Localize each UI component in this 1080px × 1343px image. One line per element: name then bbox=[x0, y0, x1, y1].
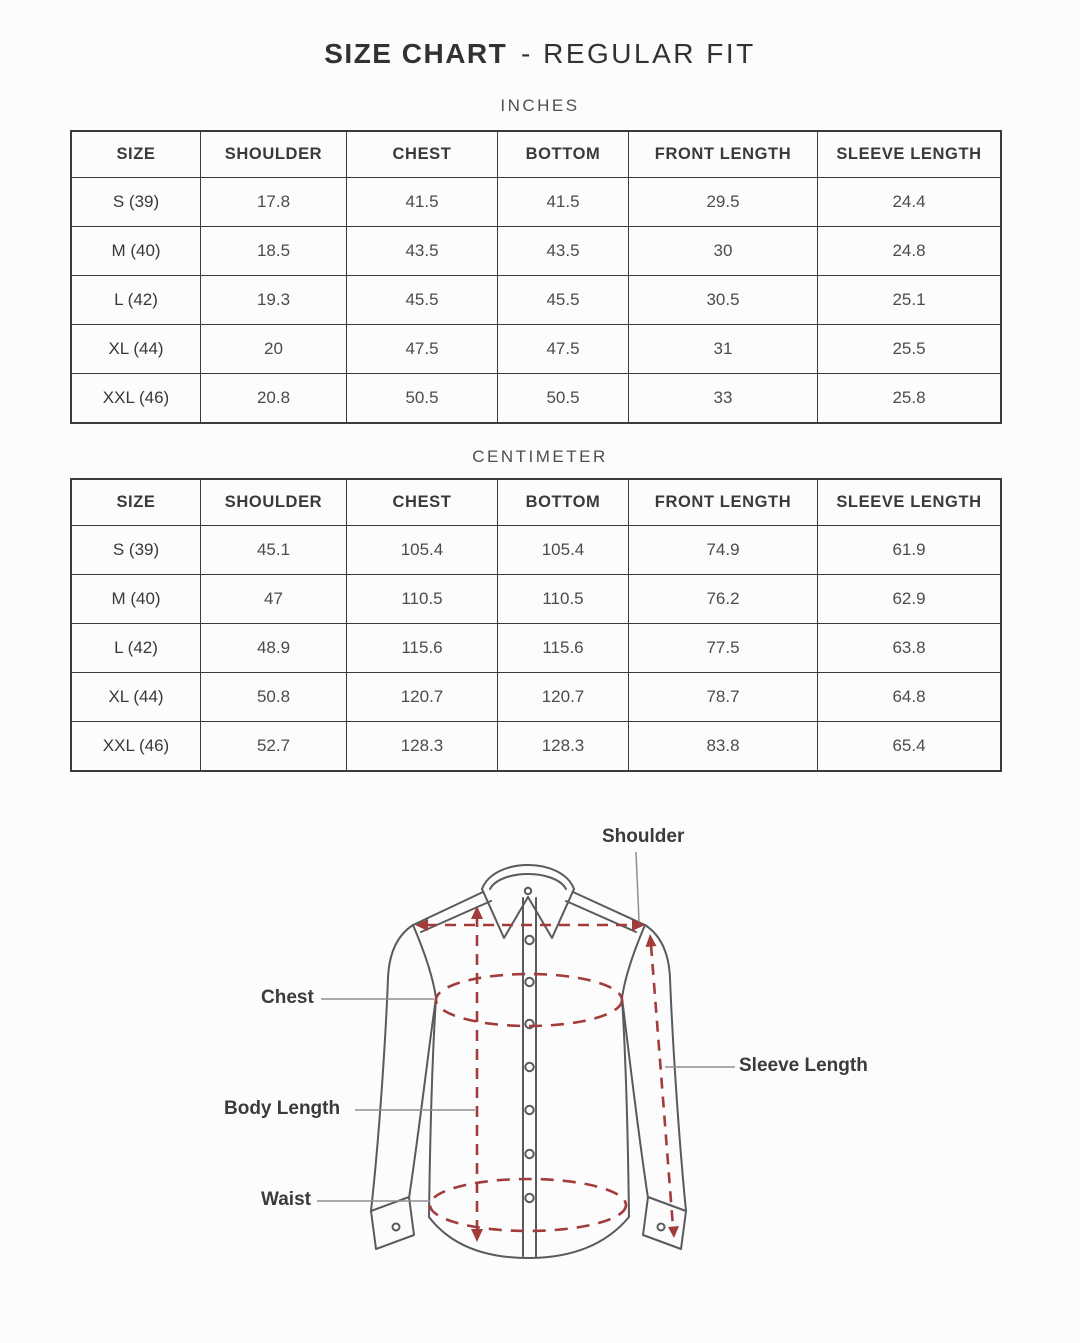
value-cell: 128.3 bbox=[347, 722, 498, 772]
value-cell: 31 bbox=[629, 325, 818, 374]
waist-measure-ellipse bbox=[430, 1179, 626, 1231]
column-header: SIZE bbox=[71, 479, 201, 526]
unit-label-inches: INCHES bbox=[500, 96, 580, 115]
column-header: BOTTOM bbox=[498, 479, 629, 526]
column-header: CHEST bbox=[347, 131, 498, 178]
value-cell: 33 bbox=[629, 374, 818, 424]
size-cell: XL (44) bbox=[71, 325, 201, 374]
size-cell: S (39) bbox=[71, 526, 201, 575]
waist-label: Waist bbox=[261, 1189, 311, 1210]
value-cell: 62.9 bbox=[818, 575, 1002, 624]
shirt-measurement-diagram bbox=[0, 815, 1080, 1343]
column-header: BOTTOM bbox=[498, 131, 629, 178]
value-cell: 47.5 bbox=[498, 325, 629, 374]
table-row bbox=[71, 722, 1001, 772]
body-length-label: Body Length bbox=[224, 1098, 341, 1119]
table-row bbox=[71, 526, 1001, 575]
column-header: SHOULDER bbox=[201, 131, 347, 178]
value-cell: 78.7 bbox=[629, 673, 818, 722]
value-cell: 47.5 bbox=[347, 325, 498, 374]
value-cell: 20.8 bbox=[201, 374, 347, 424]
value-cell: 50.8 bbox=[201, 673, 347, 722]
page-title-primary: SIZE CHART bbox=[324, 38, 508, 69]
value-cell: 17.8 bbox=[201, 178, 347, 227]
table-row bbox=[71, 624, 1001, 673]
value-cell: 120.7 bbox=[498, 673, 629, 722]
unit-label-centimeter: CENTIMETER bbox=[472, 447, 608, 466]
table-row bbox=[71, 276, 1001, 325]
table-row bbox=[71, 575, 1001, 624]
value-cell: 83.8 bbox=[629, 722, 818, 772]
size-cell: L (42) bbox=[71, 276, 201, 325]
value-cell: 105.4 bbox=[347, 526, 498, 575]
value-cell: 52.7 bbox=[201, 722, 347, 772]
value-cell: 65.4 bbox=[818, 722, 1002, 772]
sleeve-length-label: Sleeve Length bbox=[739, 1055, 868, 1076]
value-cell: 110.5 bbox=[347, 575, 498, 624]
column-header: CHEST bbox=[347, 479, 498, 526]
header-row bbox=[71, 479, 1001, 526]
value-cell: 45.5 bbox=[498, 276, 629, 325]
table-row bbox=[71, 227, 1001, 276]
table-row bbox=[71, 325, 1001, 374]
value-cell: 41.5 bbox=[498, 178, 629, 227]
value-cell: 25.5 bbox=[818, 325, 1002, 374]
column-header: SLEEVE LENGTH bbox=[818, 131, 1002, 178]
size-cell: XXL (46) bbox=[71, 374, 201, 424]
value-cell: 76.2 bbox=[629, 575, 818, 624]
value-cell: 30 bbox=[629, 227, 818, 276]
size-table-centimeter bbox=[70, 478, 1002, 772]
value-cell: 24.8 bbox=[818, 227, 1002, 276]
value-cell: 63.8 bbox=[818, 624, 1002, 673]
value-cell: 20 bbox=[201, 325, 347, 374]
value-cell: 61.9 bbox=[818, 526, 1002, 575]
size-table-inches bbox=[70, 130, 1002, 424]
value-cell: 64.8 bbox=[818, 673, 1002, 722]
value-cell: 105.4 bbox=[498, 526, 629, 575]
value-cell: 43.5 bbox=[498, 227, 629, 276]
column-header: SIZE bbox=[71, 131, 201, 178]
value-cell: 48.9 bbox=[201, 624, 347, 673]
page-title bbox=[0, 38, 1080, 70]
value-cell: 77.5 bbox=[629, 624, 818, 673]
value-cell: 115.6 bbox=[347, 624, 498, 673]
value-cell: 128.3 bbox=[498, 722, 629, 772]
value-cell: 50.5 bbox=[347, 374, 498, 424]
value-cell: 19.3 bbox=[201, 276, 347, 325]
shoulder-connector bbox=[636, 852, 639, 921]
shoulder-label: Shoulder bbox=[602, 826, 685, 847]
page-title-secondary: - REGULAR FIT bbox=[521, 38, 756, 69]
value-cell: 50.5 bbox=[498, 374, 629, 424]
value-cell: 30.5 bbox=[629, 276, 818, 325]
size-cell: S (39) bbox=[71, 178, 201, 227]
value-cell: 74.9 bbox=[629, 526, 818, 575]
value-cell: 45.5 bbox=[347, 276, 498, 325]
size-cell: M (40) bbox=[71, 575, 201, 624]
value-cell: 41.5 bbox=[347, 178, 498, 227]
table-row bbox=[71, 673, 1001, 722]
size-cell: XXL (46) bbox=[71, 722, 201, 772]
value-cell: 43.5 bbox=[347, 227, 498, 276]
column-header: FRONT LENGTH bbox=[629, 131, 818, 178]
value-cell: 45.1 bbox=[201, 526, 347, 575]
chest-label: Chest bbox=[261, 987, 314, 1008]
size-cell: XL (44) bbox=[71, 673, 201, 722]
value-cell: 120.7 bbox=[347, 673, 498, 722]
value-cell: 24.4 bbox=[818, 178, 1002, 227]
header-row bbox=[71, 131, 1001, 178]
measurement-lines bbox=[426, 916, 673, 1232]
value-cell: 110.5 bbox=[498, 575, 629, 624]
table-row bbox=[71, 178, 1001, 227]
measurement-arrowheads bbox=[415, 906, 679, 1242]
table-row bbox=[71, 374, 1001, 424]
column-header: FRONT LENGTH bbox=[629, 479, 818, 526]
column-header: SHOULDER bbox=[201, 479, 347, 526]
value-cell: 115.6 bbox=[498, 624, 629, 673]
value-cell: 18.5 bbox=[201, 227, 347, 276]
value-cell: 25.8 bbox=[818, 374, 1002, 424]
value-cell: 29.5 bbox=[629, 178, 818, 227]
value-cell: 47 bbox=[201, 575, 347, 624]
value-cell: 25.1 bbox=[818, 276, 1002, 325]
size-cell: L (42) bbox=[71, 624, 201, 673]
column-header: SLEEVE LENGTH bbox=[818, 479, 1002, 526]
size-cell: M (40) bbox=[71, 227, 201, 276]
